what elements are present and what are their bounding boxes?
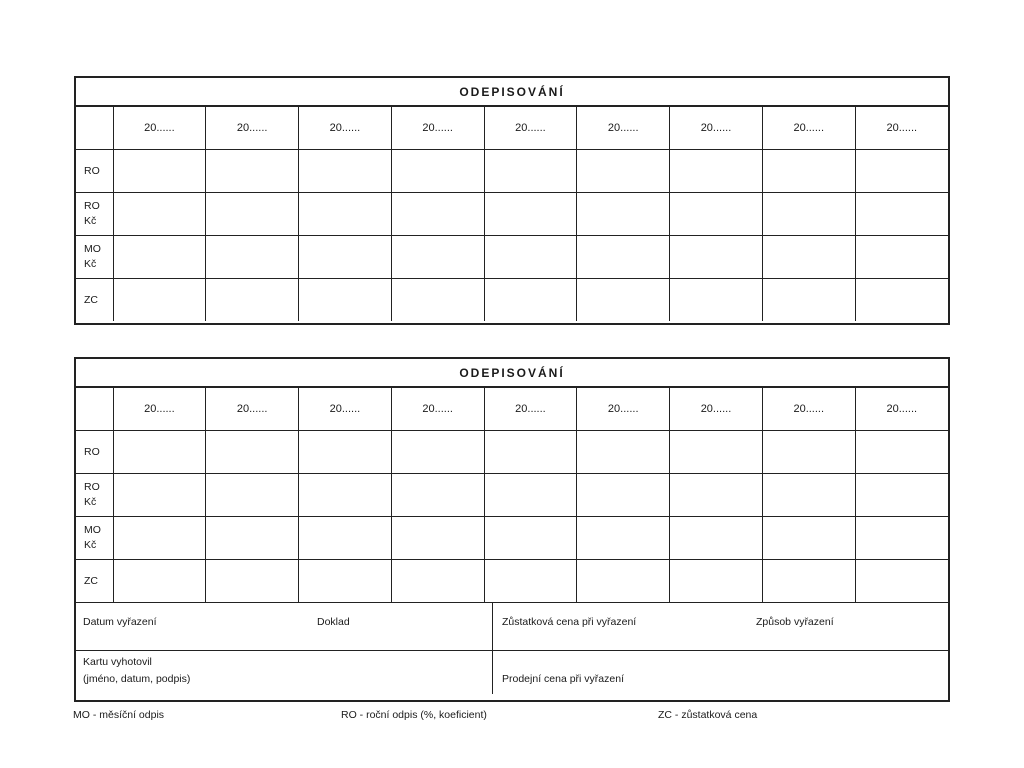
entry-cell[interactable] [206,236,299,279]
card-author-label: Kartu vyhotovil [83,656,152,668]
corner-cell [76,388,113,431]
table-row-ro-kc [76,193,948,236]
table-row-zc [76,279,948,322]
table-title: ODEPISOVÁNÍ [76,359,948,388]
entry-cell[interactable] [113,560,206,603]
entry-cell[interactable] [762,150,855,193]
entry-cell[interactable] [762,193,855,236]
table-row-zc [76,560,948,603]
entry-cell[interactable] [299,279,392,322]
entry-cell[interactable] [206,150,299,193]
entry-cell[interactable] [391,517,484,560]
entry-cell[interactable] [855,517,948,560]
row-label: MO Kč [76,236,113,279]
entry-cell[interactable] [670,517,763,560]
entry-cell[interactable] [113,236,206,279]
table-row-ro [76,431,948,474]
entry-cell[interactable] [577,279,670,322]
year-cell[interactable]: 20...... [855,107,948,150]
year-cell[interactable]: 20...... [299,388,392,431]
row-label: RO Kč [76,474,113,517]
entry-cell[interactable] [391,193,484,236]
entry-cell[interactable] [391,279,484,322]
entry-cell[interactable] [577,474,670,517]
year-cell[interactable]: 20...... [484,388,577,431]
entry-cell[interactable] [577,517,670,560]
entry-cell[interactable] [299,431,392,474]
year-cell[interactable]: 20...... [206,107,299,150]
entry-cell[interactable] [762,279,855,322]
entry-cell[interactable] [577,431,670,474]
year-cell[interactable]: 20...... [299,107,392,150]
row-label: RO Kč [76,193,113,236]
table-row-ro-kc [76,474,948,517]
entry-cell[interactable] [762,474,855,517]
row-label: RO [76,150,113,193]
entry-cell[interactable] [670,150,763,193]
entry-cell[interactable] [484,279,577,322]
entry-cell[interactable] [391,431,484,474]
residual-value-cell[interactable] [493,603,948,650]
entry-cell[interactable] [855,474,948,517]
entry-cell[interactable] [484,150,577,193]
year-cell[interactable]: 20...... [391,388,484,431]
year-header-row [76,107,948,150]
entry-cell[interactable] [762,517,855,560]
entry-cell[interactable] [206,560,299,603]
entry-cell[interactable] [855,279,948,322]
residual-value-label: Zůstatková cena při vyřazení [502,616,637,628]
entry-cell[interactable] [670,560,763,603]
disposal-info-row [76,603,948,651]
entry-cell[interactable] [484,517,577,560]
year-cell[interactable]: 20...... [762,388,855,431]
year-cell[interactable]: 20...... [670,107,763,150]
entry-cell[interactable] [670,431,763,474]
entry-cell[interactable] [855,150,948,193]
entry-cell[interactable] [299,474,392,517]
entry-cell[interactable] [762,236,855,279]
year-cell[interactable]: 20...... [670,388,763,431]
year-cell[interactable]: 20...... [113,107,206,150]
year-cell[interactable]: 20...... [113,388,206,431]
entry-cell[interactable] [391,474,484,517]
entry-cell[interactable] [670,279,763,322]
row-label: RO [76,431,113,474]
entry-cell[interactable] [113,150,206,193]
entry-cell[interactable] [577,193,670,236]
year-cell[interactable]: 20...... [762,107,855,150]
entry-cell[interactable] [299,193,392,236]
row-label: ZC [76,279,113,322]
entry-cell[interactable] [299,560,392,603]
entry-cell[interactable] [113,474,206,517]
table-row-ro [76,150,948,193]
entry-cell[interactable] [577,560,670,603]
entry-cell[interactable] [855,236,948,279]
entry-cell[interactable] [206,279,299,322]
row-label: MO Kč [76,517,113,560]
year-header-row [76,388,948,431]
year-cell[interactable]: 20...... [484,107,577,150]
table-row-mo-kc [76,236,948,279]
depreciation-grid [76,107,948,321]
entry-cell[interactable] [113,193,206,236]
table-title: ODEPISOVÁNÍ [76,78,948,107]
entry-cell[interactable] [206,193,299,236]
entry-cell[interactable] [206,517,299,560]
year-cell[interactable]: 20...... [206,388,299,431]
entry-cell[interactable] [113,517,206,560]
entry-cell[interactable] [670,474,763,517]
entry-cell[interactable] [670,236,763,279]
legend-mo: MO - měsíční odpis [73,709,165,721]
legend-ro: RO - roční odpis (%, koeficient) [341,709,487,721]
year-cell[interactable]: 20...... [391,107,484,150]
entry-cell[interactable] [391,236,484,279]
disposal-info-section [76,602,948,694]
disposal-date-cell[interactable] [76,603,493,650]
entry-cell[interactable] [670,193,763,236]
sale-price-label: Prodejní cena při vyřazení [502,673,624,685]
entry-cell[interactable] [762,431,855,474]
year-cell[interactable]: 20...... [855,388,948,431]
entry-cell[interactable] [391,150,484,193]
disposal-date-label: Datum vyřazení [83,616,157,628]
legend-zc: ZC - zůstatková cena [658,709,758,721]
name-date-signature-label: (jméno, datum, podpis) [83,673,191,685]
disposal-method-label: Způsob vyřazení [756,616,834,628]
entry-cell[interactable] [113,279,206,322]
depreciation-table-2 [74,357,950,702]
entry-cell[interactable] [299,150,392,193]
document-label: Doklad [317,616,350,628]
table-row-mo-kc [76,517,948,560]
entry-cell[interactable] [855,193,948,236]
card-author-cell[interactable] [76,651,493,694]
entry-cell[interactable] [299,517,392,560]
entry-cell[interactable] [206,431,299,474]
entry-cell[interactable] [113,431,206,474]
depreciation-table-1 [74,76,950,325]
year-cell[interactable]: 20...... [577,388,670,431]
row-label: ZC [76,560,113,603]
entry-cell[interactable] [484,193,577,236]
entry-cell[interactable] [484,560,577,603]
entry-cell[interactable] [484,431,577,474]
year-cell[interactable]: 20...... [577,107,670,150]
card-author-row [76,651,948,694]
entry-cell[interactable] [391,560,484,603]
entry-cell[interactable] [299,236,392,279]
sale-price-cell[interactable] [493,651,948,694]
entry-cell[interactable] [855,431,948,474]
entry-cell[interactable] [484,474,577,517]
depreciation-grid [76,388,948,602]
entry-cell[interactable] [577,236,670,279]
entry-cell[interactable] [484,236,577,279]
corner-cell [76,107,113,150]
entry-cell[interactable] [577,150,670,193]
entry-cell[interactable] [206,474,299,517]
entry-cell[interactable] [762,560,855,603]
entry-cell[interactable] [855,560,948,603]
